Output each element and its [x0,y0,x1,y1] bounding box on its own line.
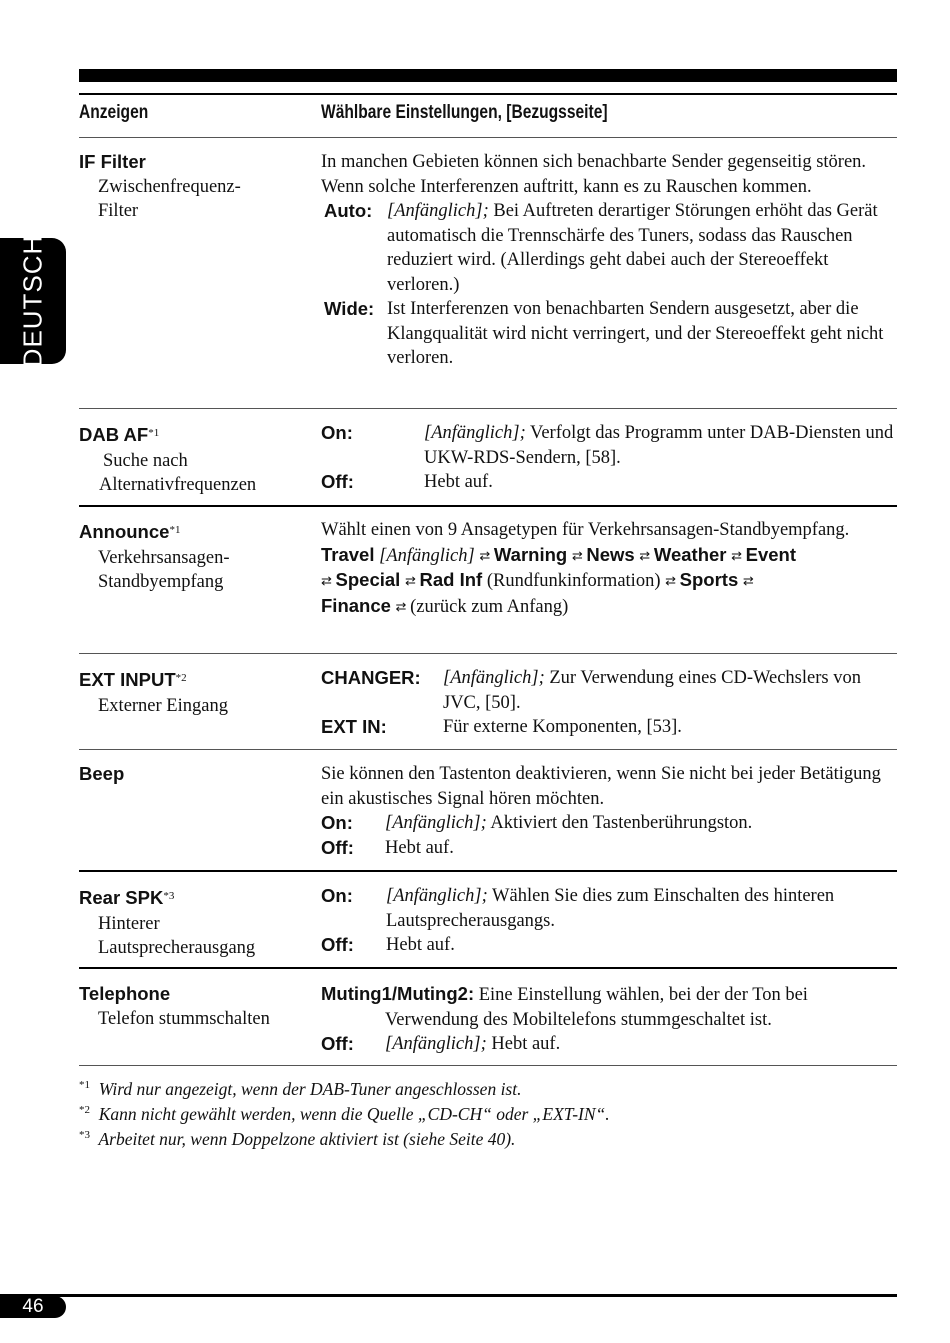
option-key: Off: [321,836,354,858]
option-key: Auto: [324,200,373,221]
cycle-arrow-icon: ⇄ [321,573,331,588]
footnote-mark: *1 [79,1079,90,1091]
option-text: Bei Auftreten derartiger Störungen erhöht das Gerät automatisch die Trennschärfe des Tuners, sodass das Rauschen reduziert wird. (Allerdings geht dabei auch der Stereoeffekt verloren.) [387,201,878,295]
setting-name: Rear SPK [79,887,164,908]
row-divider [79,967,897,969]
setting-name: Telephone [79,983,171,1004]
initial-marker: [Anfänglich]; [387,201,489,221]
top-bar [79,69,897,82]
footnote [79,1123,515,1151]
cycle-arrow-icon: ⇄ [395,598,406,614]
footnote-ref: *2 [175,672,187,684]
option-finance: Finance [321,594,391,616]
setting-name: EXT INPUT [79,669,176,690]
footnote-ref: *3 [163,890,175,902]
option-text: Verfolgt das Programm unter DAB-Diensten und UKW-RDS-Sendern, [58]. [424,423,894,468]
option-key: On: [321,422,353,443]
option-off [321,836,897,861]
option-text: Hebt auf. [385,837,454,858]
footnote-ref: *1 [148,427,160,439]
option-on [321,811,897,836]
option-sports: Sports [679,569,739,590]
option-text: Aktiviert den Tastenberührungston. [486,813,753,833]
language-tab [0,234,66,368]
option-text: Eine Einstellung wählen, bei der der Ton bei [474,985,808,1005]
initial-marker: [Anfänglich]; [385,1034,487,1054]
cycle-arrow-icon: ⇄ [404,573,415,588]
setting-subtitle: Verkehrsansagen- [98,547,230,568]
footnote-text: Wird nur angezeigt, wenn der DAB-Tuner angeschlossen ist. [98,1078,522,1099]
announce-cycle [321,543,897,620]
setting-subtitle: Suche nach [103,450,188,471]
option-key: Muting1/Muting2: [321,983,475,1004]
bottom-rule [0,1294,897,1297]
option-wide [321,297,897,371]
initial-marker: [Anfänglich] [379,545,475,566]
row-divider [79,408,897,409]
option-rad-inf: Rad Inf [419,569,483,590]
setting-subtitle: Hinterer [98,913,160,934]
option-event: Event [745,543,797,565]
option-special: Special [335,569,401,590]
option-text: Hebt auf. [424,472,493,492]
footnote-mark: *2 [79,1104,90,1116]
option-text: Wählen Sie dies zum Einschalten des hinteren Lautsprecherausgangs. [386,886,835,931]
initial-marker: [Anfänglich]; [385,813,487,833]
cycle-arrow-icon: ⇄ [479,547,490,563]
option-note: (Rundfunkinformation) [486,571,661,591]
setting-subtitle: Standbyempfang [98,572,224,592]
row-divider [79,749,897,750]
option-key: Off: [321,471,354,492]
row-divider [79,653,897,654]
option-key: Wide: [324,298,375,319]
option-on [321,884,897,933]
footnote-text: Kann nicht gewählt werden, wenn die Quelle „CD-CH“ oder „EXT-IN“. [98,1103,610,1124]
setting-subtitle: Filter [98,201,139,221]
cycle-arrow-icon: ⇄ [639,547,650,563]
initial-marker: [Anfänglich]; [424,423,526,443]
option-off [321,1032,897,1057]
option-text: Hebt auf. [486,1034,561,1054]
setting-name: DAB AF [79,424,149,445]
initial-marker: [Anfänglich]; [443,668,545,688]
cycle-arrow-icon: ⇄ [571,547,582,563]
cycle-arrow-icon: ⇄ [665,573,676,588]
option-key: EXT IN: [321,716,387,737]
option-off [321,470,897,495]
column-header-display: Anzeigen [79,102,149,123]
setting-name: Announce [79,521,170,542]
option-text: Ist Interferenzen von benachbarten Sendern ausgesetzt, aber die Klangqualität wird nicht verringert, und der Stereoeffekt geht nicht verloren. [387,299,884,368]
option-warning: Warning [493,543,568,565]
page-number: 46 [0,1296,66,1318]
option-text: Zur Verwendung eines CD-Wechslers von JVC, [50]. [443,668,861,713]
cycle-arrow-icon: ⇄ [742,573,753,588]
setting-name: IF Filter [79,151,146,172]
footnote-text: Arbeitet nur, wenn Doppelzone aktiviert ist (siehe Seite 40). [98,1128,516,1149]
option-key: Off: [321,1033,354,1054]
footnote-ref: *1 [169,524,181,536]
setting-description: In manchen Gebieten können sich benachbarte Sender gegenseitig stören. Wenn solche Interferenzen auftritt, kann es zu Rauschen kommen. [321,152,867,197]
option-key: On: [321,812,353,833]
option-on [321,421,897,470]
setting-subtitle: Lautsprecherausgang [98,938,256,958]
option-news: News [586,543,635,565]
setting-subtitle: Externer Eingang [98,695,228,716]
setting-subtitle: Zwischenfrequenz- [98,176,241,197]
initial-marker: [Anfänglich]; [386,886,488,906]
footnote [79,1098,610,1126]
option-changer [321,666,897,715]
language-tab-label: DEUTSCH [17,234,48,368]
option-weather: Weather [653,543,727,565]
option-auto [321,199,897,297]
option-text: Verwendung des Mobiltelefons stummgeschaltet ist. [385,1009,772,1030]
option-text: Hebt auf. [386,935,455,955]
option-text: Für externe Komponenten, [53]. [443,717,682,737]
option-key: On: [321,885,353,906]
option-note: (zurück zum Anfang) [410,596,569,617]
setting-subtitle: Alternativfrequenzen [99,475,257,495]
option-key: CHANGER: [321,667,421,688]
row-divider [79,870,897,872]
option-travel: Travel [321,543,375,565]
column-header-settings: Wählbare Einstellungen, [Bezugsseite] [321,102,608,123]
header-divider [79,137,897,138]
option-key: Off: [321,934,354,955]
option-ext-in [321,715,897,740]
option-off [321,933,897,958]
setting-subtitle: Telefon stummschalten [98,1008,270,1029]
footnote-mark: *3 [79,1129,90,1141]
row-divider [79,505,897,507]
setting-description: Sie können den Tastenton deaktivieren, wenn Sie nicht bei jeder Betätigung ein akustisches Signal hören möchten. [321,764,881,809]
setting-description: Wählt einen von 9 Ansagetypen für Verkehrsansagen-Standbyempfang. [321,520,850,540]
row-divider [79,1065,897,1066]
option-muting [321,982,897,1008]
setting-name: Beep [79,763,125,784]
footnote [79,1073,521,1101]
cycle-arrow-icon: ⇄ [731,547,742,563]
header-rule [79,93,897,95]
